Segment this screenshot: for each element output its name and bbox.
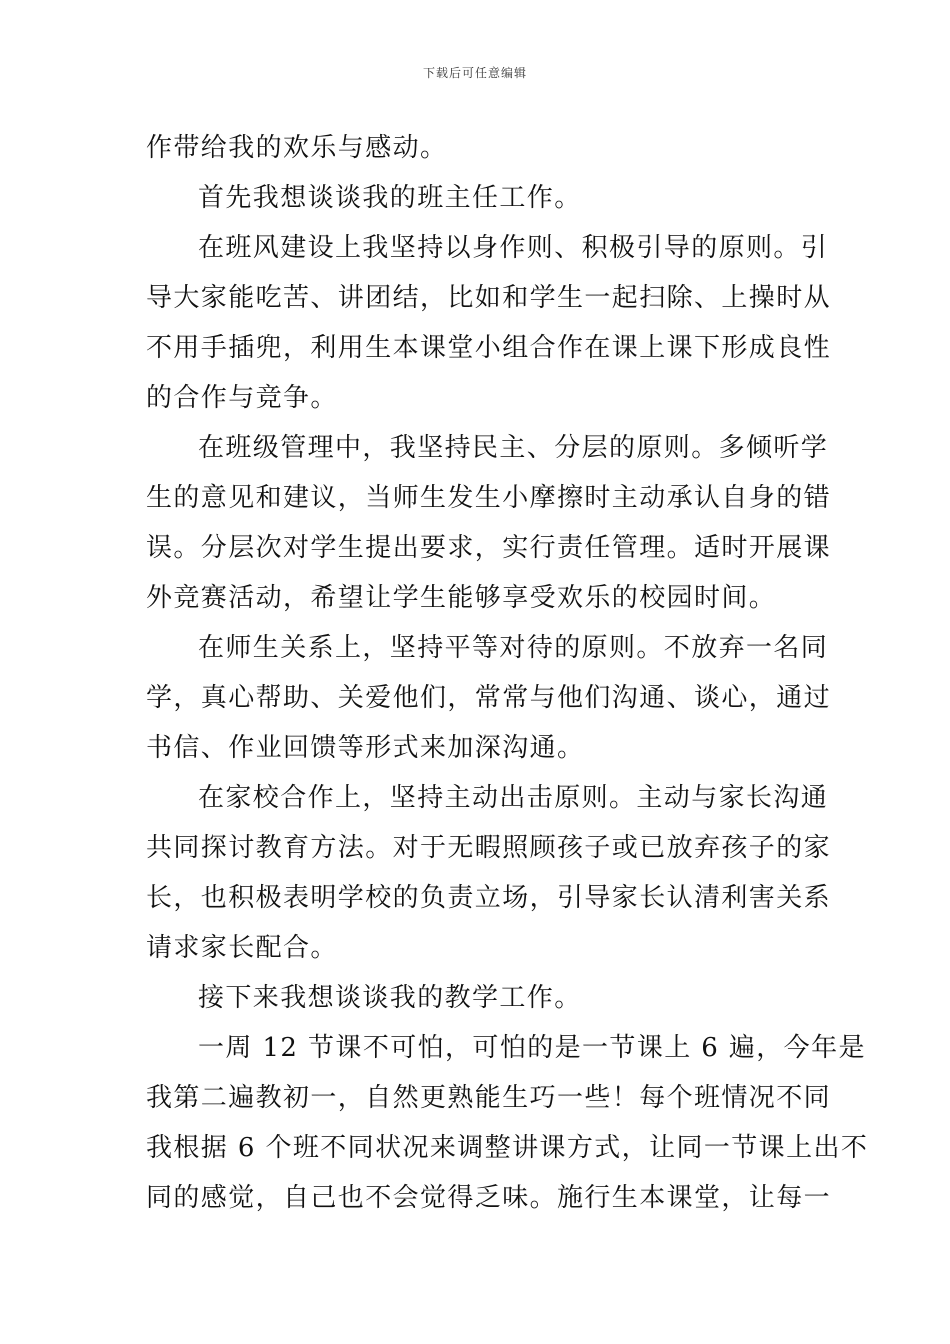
text-line: 一周 12 节课不可怕，可怕的是一节课上 6 遍，今年是 <box>198 1033 866 1063</box>
text-line: 外竞赛活动，希望让学生能够享受欢乐的校园时间。 <box>146 583 777 613</box>
text-line: 首先我想谈谈我的班主任工作。 <box>198 183 582 213</box>
text-line: 的合作与竞争。 <box>146 383 338 413</box>
text-line: 在师生关系上，坚持平等对待的原则。不放弃一名同 <box>198 633 829 663</box>
text-line: 同的感觉，自己也不会觉得乏味。施行生本课堂，让每一 <box>146 1183 832 1213</box>
page-header: 下载后可任意编辑 <box>422 66 527 80</box>
text-line: 导大家能吃苦、讲团结，比如和学生一起扫除、上操时从 <box>146 283 832 313</box>
text-line: 在家校合作上，坚持主动出击原则。主动与家长沟通 <box>198 783 829 813</box>
text-line: 在班风建设上我坚持以身作则、积极引导的原则。引 <box>198 233 829 263</box>
text-line: 接下来我想谈谈我的教学工作。 <box>198 983 582 1013</box>
text-line: 请求家长配合。 <box>146 933 338 963</box>
text-line: 学，真心帮助、关爱他们，常常与他们沟通、谈心，通过 <box>146 683 832 713</box>
text-line: 在班级管理中，我坚持民主、分层的原则。多倾听学 <box>198 433 829 463</box>
text-line: 共同探讨教育方法。对于无暇照顾孩子或已放弃孩子的家 <box>146 833 832 863</box>
text-line: 误。分层次对学生提出要求，实行责任管理。适时开展课 <box>146 533 832 563</box>
text-line: 生的意见和建议，当师生发生小摩擦时主动承认自身的错 <box>146 483 832 513</box>
text-line: 不用手插兜，利用生本课堂小组合作在课上课下形成良性 <box>146 333 832 363</box>
text-line: 我根据 6 个班不同状况来调整讲课方式，让同一节课上出不 <box>146 1133 869 1163</box>
text-line: 长，也积极表明学校的负责立场，引导家长认清利害关系 <box>146 883 832 913</box>
text-line: 书信、作业回馈等形式来加深沟通。 <box>146 733 585 763</box>
text-line: 我第二遍教初一，自然更熟能生巧一些！每个班情况不同 <box>146 1083 832 1113</box>
text-line: 作带给我的欢乐与感动。 <box>146 133 448 163</box>
